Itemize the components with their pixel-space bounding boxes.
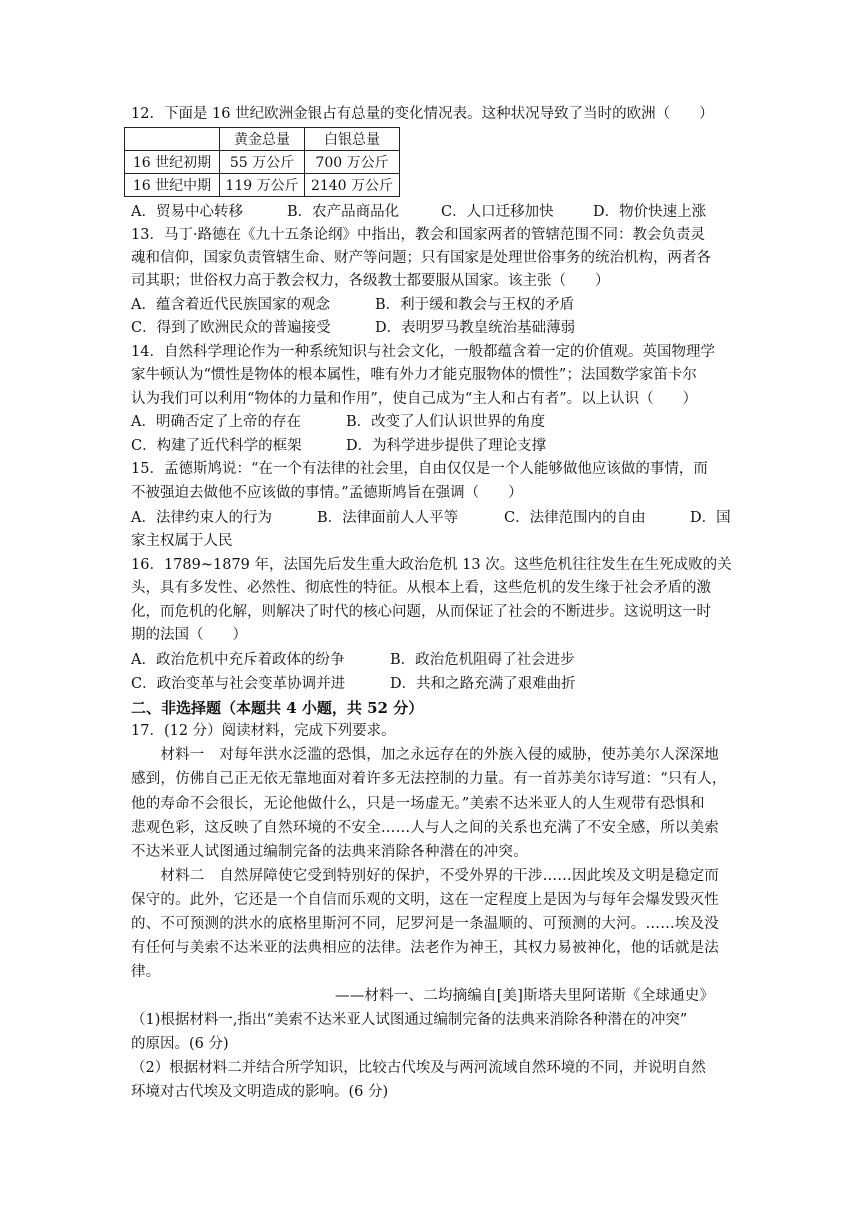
- q13-option-d[interactable]: D．表明罗马教皇统治基础薄弱: [375, 320, 576, 336]
- table-cell: [125, 128, 220, 151]
- q14-option-b[interactable]: B．改变了人们认识世界的角度: [346, 414, 546, 430]
- q12-option-b[interactable]: B．农产品商品化: [287, 204, 400, 220]
- q17-material2-line-2: 保守的。此外，它还是一个自信而乐观的文明，这在一定程度上是因为与每年会爆发毁灭性: [131, 892, 719, 908]
- q16-line-3: 化，而危机的化解，则解决了时代的核心问题，从而保证了社会的不断进步。这说明这一时: [131, 604, 711, 620]
- table-header-row: [125, 128, 400, 151]
- q17-sub2-line-1: （2）根据材料二并结合所学知识，比较古代埃及与两河流域自然环境的不同，并说明自然: [131, 1060, 706, 1076]
- gold-silver-table: [124, 127, 400, 197]
- q16-option-c[interactable]: C．政治变革与社会变革协调并进: [131, 676, 346, 692]
- table-row: [125, 151, 400, 174]
- q17-material1-line-4: 悲观色彩，这反映了自然环境的不安全……人与人之间的关系也充满了不安全感，所以美索: [131, 820, 719, 836]
- q15-line-1: 15．孟德斯鸠说：“在一个有法律的社会里，自由仅仅是一个人能够做他应该做的事情，而: [131, 461, 708, 477]
- q13-line-1: 13．马丁·路德在《九十五条论纲》中指出，教会和国家两者的管辖范围不同：教会负责灵: [131, 227, 706, 243]
- table-cell: 700 万公斤: [305, 151, 400, 174]
- q17-material2-line-3: 的、不可预测的洪水的底格里斯河不同，尼罗河是一条温顺的、可预测的大河。……埃及没: [131, 916, 719, 932]
- q14-line-1: 14．自然科学理论作为一种系统知识与社会文化，一般都蕴含着一定的价值观。英国物理学: [131, 344, 715, 360]
- q17-material1-line-2: 感到，仿佛自己正无依无靠地面对着许多无法控制的力量。有一首苏美尔诗写道：“只有人，: [131, 771, 727, 787]
- q17-stem: 17．(12 分）阅读材料，完成下列要求。: [131, 723, 396, 739]
- q16-option-b[interactable]: B．政治危机阻碍了社会进步: [390, 652, 575, 668]
- section-2-title: 二、非选择题（本题共 4 小题，共 52 分）: [131, 699, 424, 717]
- table-cell: 16 世纪初期: [125, 151, 220, 174]
- table-cell: 55 万公斤: [220, 151, 305, 174]
- q15-line-2: 不被强迫去做他不应该做的事情。”孟德斯鸠旨在强调（ ）: [131, 485, 523, 501]
- q14-line-2: 家牛顿认为“惯性是物体的根本属性，唯有外力才能克服物体的惯性”；法国数学家笛卡尔: [131, 367, 697, 383]
- q16-option-a[interactable]: A．政治危机中充斥着政体的纷争: [131, 652, 345, 668]
- q17-material1-line-3: 他的寿命不会很长，无论他做什么，只是一场虚无。”美索不达米亚人的人生观带有恐惧和: [131, 796, 705, 812]
- q13-line-3: 司其职；世俗权力高于教会权力，各级教士都要服从国家。该主张（ ）: [131, 273, 610, 289]
- q17-material2-line-5: 律。: [131, 964, 161, 980]
- q13-line-2: 魂和信仰，国家负责管辖生命、财产等问题；只有国家是处理世俗事务的统治机构，两者各: [131, 250, 711, 266]
- table-cell: 2140 万公斤: [305, 174, 400, 197]
- q12-option-d[interactable]: D．物价快速上涨: [593, 204, 707, 220]
- q14-option-d[interactable]: D．为科学进步提供了理论支撑: [346, 438, 547, 454]
- q16-line-4: 期的法国（ ）: [131, 627, 247, 643]
- q17-sub1-line-1: （1)根据材料一,指出“美索不达米亚人试图通过编制完备的法典来消除各种潜在的冲突”: [131, 1012, 688, 1028]
- q15-option-a[interactable]: A．法律约束人的行为: [131, 510, 272, 526]
- q17-source: ——材料一、二均摘编自[美]斯塔夫里阿诺斯《全球通史》: [335, 988, 715, 1004]
- q17-sub1-line-2: 的原因。(6 分): [131, 1036, 229, 1052]
- table-cell: 119 万公斤: [220, 174, 305, 197]
- q14-option-a[interactable]: A．明确否定了上帝的存在: [131, 414, 301, 430]
- table-cell: 黄金总量: [220, 128, 305, 151]
- q17-material2-line-1: 材料二 自然屏障使它受到特别好的保护，不受外界的干涉……因此埃及文明是稳定而: [131, 868, 719, 884]
- q14-option-c[interactable]: C．构建了近代科学的框架: [131, 438, 302, 454]
- q15-option-d-tail: 家主权属于人民: [131, 533, 233, 549]
- q17-sub2-line-2: 环境对古代埃及文明造成的影响。(6 分): [131, 1084, 389, 1100]
- table-row: [125, 174, 400, 197]
- q13-option-b[interactable]: B．利于缓和教会与王权的矛盾: [375, 297, 575, 313]
- q12-option-a[interactable]: A．贸易中心转移: [131, 204, 243, 220]
- table-cell: 白银总量: [305, 128, 400, 151]
- q16-line-2: 头，具有多发性、必然性、彻底性的特征。从根本上看，这些危机的发生缘于社会矛盾的激: [131, 580, 711, 596]
- q15-option-c[interactable]: C．法律范围内的自由: [504, 510, 646, 526]
- q17-material2-line-4: 有任何与美索不达米亚的法典相应的法律。法老作为神王，其权力易被神化，他的话就是法: [131, 940, 719, 956]
- q16-line-1: 16．1789~1879 年，法国先后发生重大政治危机 13 次。这些危机往往发生在生死成败的关: [131, 557, 732, 573]
- q17-material1-line-5: 不达米亚人试图通过编制完备的法典来消除各种潜在的冲突。: [131, 844, 528, 860]
- q12-stem: 12．下面是 16 世纪欧洲金银占有总量的变化情况表。这种状况导致了当时的欧洲（ ）: [131, 106, 714, 122]
- q15-option-d[interactable]: D．国: [690, 510, 731, 526]
- q13-option-a[interactable]: A．蕴含着近代民族国家的观念: [131, 297, 330, 313]
- q16-option-d[interactable]: D．共和之路充满了艰难曲折: [390, 676, 576, 692]
- q17-material1-line-1: 材料一 对每年洪水泛滥的恐惧，加之永远存在的外族入侵的威胁，使苏美尔人深深地: [131, 747, 719, 763]
- q12-option-c[interactable]: C．人口迁移加快: [441, 204, 554, 220]
- q15-option-b[interactable]: B．法律面前人人平等: [317, 510, 459, 526]
- q14-line-3: 认为我们可以利用“物体的力量和作用”，使自己成为“主人和占有者”。以上认识（ ）: [131, 391, 698, 407]
- q13-option-c[interactable]: C．得到了欧洲民众的普遍接受: [131, 320, 331, 336]
- table-cell: 16 世纪中期: [125, 174, 220, 197]
